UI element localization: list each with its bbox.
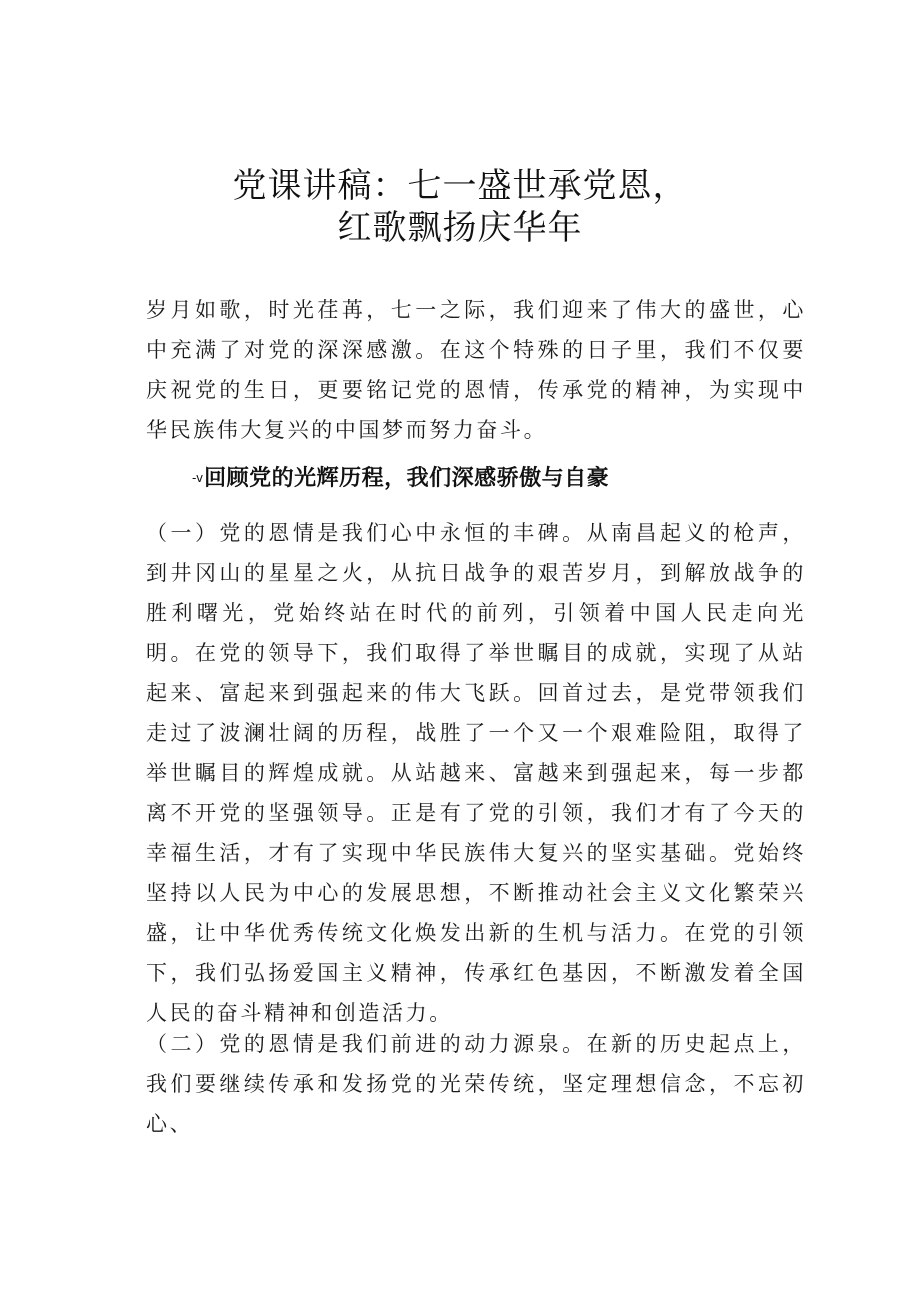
section-heading-prefix: -v [192,471,204,485]
section-heading [192,461,609,492]
section-heading-text: 回顾党的光辉历程，我们深感骄傲与自豪 [204,466,610,491]
document-title-line-1: 党课讲稿：七一盛世承党恩， [232,166,688,206]
body-paragraph-1: （一）党的恩情是我们心中永恒的丰碑。从南昌起义的枪声，到井冈山的星星之火，从抗日战争的艰苦岁月，到解放战争的胜利曙光，党始终站在时代的前列，引领着中国人民走向光明。在党的领导下，我们取得了举世瞩目的成就，实现了从站起来、富起来到强起来的伟大飞跃。回首过去，是党带领我们走过了波澜壮阔的历程，战胜了一个又一个艰难险阻，取得了举世瞩目的辉煌成就。从站越来、富越来到强起来，每一步都离不开党的坚强领导。正是有了党的引领，我们才有了今天的幸福生活，才有了实现中华民族伟大复兴的坚实基础。党始终坚持以人民为中心的发展思想，不断推动社会主义文化繁荣兴盛，让中华优秀传统文化焕发出新的生机与活力。在党的引领下，我们弘扬爱国主义精神，传承红色基因，不断激发着全国人民的奋斗精神和创造活力。 [146,521,806,1025]
intro-paragraph: 岁月如歌，时光荏苒，七一之际，我们迎来了伟大的盛世，心中充满了对党的深深感激。在这个特殊的日子里，我们不仅要庆祝党的生日，更要铭记党的恩情，传承党的精神，为实现中华民族伟大复兴的中国梦而努力奋斗。 [146,298,806,442]
document-title-line-2: 红歌飘扬庆华年 [337,208,583,248]
body-paragraph-2: （二）党的恩情是我们前进的动力源泉。在新的历史起点上，我们要继续传承和发扬党的光荣传统，坚定理想信念，不忘初心、 [146,1032,806,1136]
